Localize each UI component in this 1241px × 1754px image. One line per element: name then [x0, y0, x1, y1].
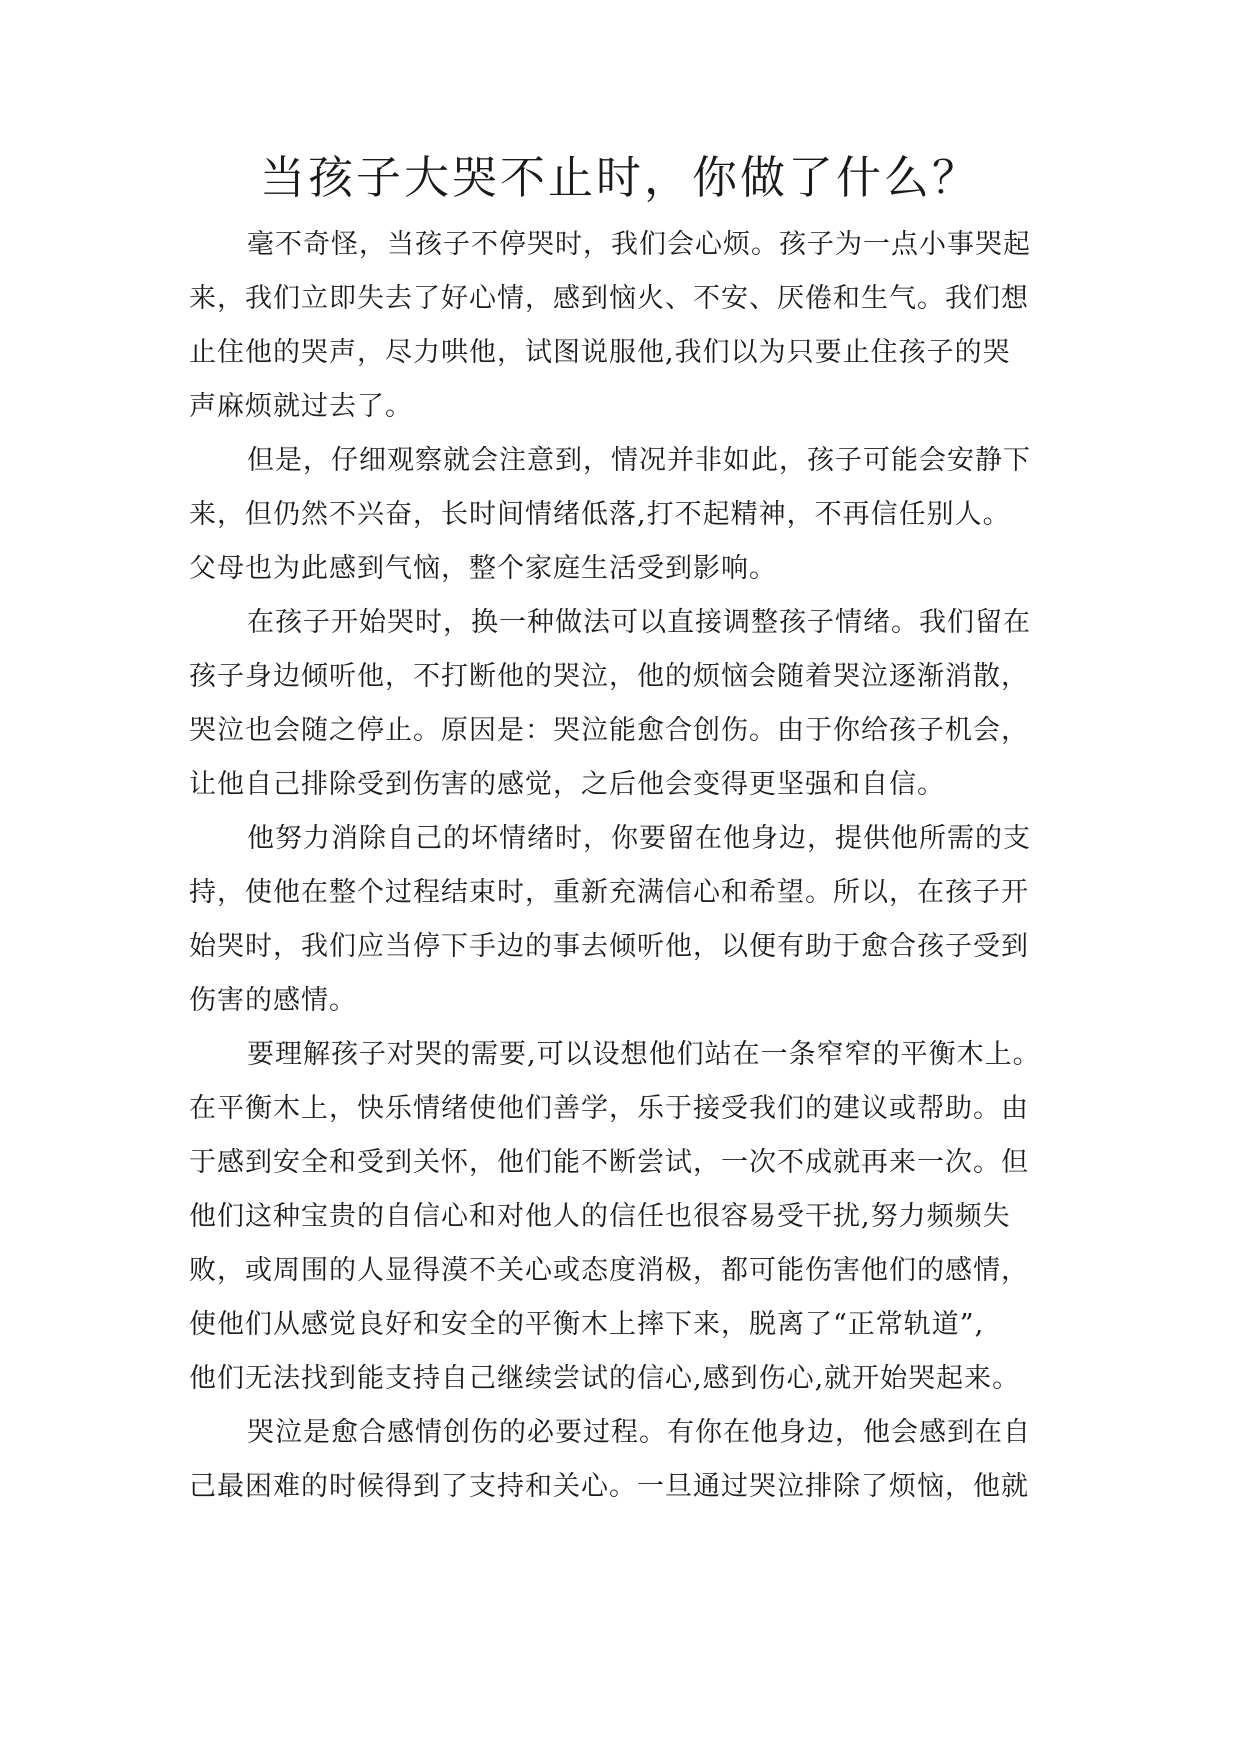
paragraph-2 — [189, 434, 1069, 596]
text-line: 持，使他在整个过程结束时，重新充满信心和希望。所以，在孩子开 — [189, 877, 1029, 908]
text-line: 但是，仔细观察就会注意到，情况并非如此，孩子可能会安静下 — [247, 445, 1031, 476]
text-line: 让他自己排除受到伤害的感觉，之后他会变得更坚强和自信。 — [189, 769, 945, 800]
text-line: 在孩子开始哭时，换一种做法可以直接调整孩子情绪。我们留在 — [247, 607, 1031, 638]
text-line: 在平衡木上，快乐情绪使他们善学，乐于接受我们的建议或帮助。由 — [189, 1093, 1029, 1124]
text-line: 止住他的哭声，尽力哄他，试图说服他,我们以为只要止住孩子的哭 — [189, 337, 1011, 368]
text-line: 他们这种宝贵的自信心和对他人的信任也很容易受干扰,努力频频失 — [189, 1201, 1011, 1232]
document-body — [189, 218, 1069, 1514]
text-line: 来，我们立即失去了好心情，感到恼火、不安、厌倦和生气。我们想 — [189, 283, 1029, 314]
text-line: 孩子身边倾听他，不打断他的哭泣，他的烦恼会随着哭泣逐渐消散， — [189, 661, 1029, 692]
text-line: 败，或周围的人显得漠不关心或态度消极，都可能伤害他们的感情， — [189, 1255, 1029, 1286]
text-line: 来，但仍然不兴奋，长时间情绪低落,打不起精神，不再信任别人。 — [189, 499, 1011, 530]
text-line: 始哭时，我们应当停下手边的事去倾听他，以便有助于愈合孩子受到 — [189, 931, 1029, 962]
paragraph-1 — [189, 218, 1069, 434]
paragraph-5 — [189, 1028, 1069, 1406]
text-line: 使他们从感觉良好和安全的平衡木上摔下来，脱离了“正常轨道”, — [189, 1309, 985, 1340]
paragraph-3 — [189, 596, 1069, 812]
text-line: 他们无法找到能支持自己继续尝试的信心,感到伤心,就开始哭起来。 — [189, 1363, 1021, 1394]
text-line: 哭泣也会随之停止。原因是：哭泣能愈合创伤。由于你给孩子机会， — [189, 715, 1029, 746]
text-line: 声麻烦就过去了。 — [189, 391, 413, 422]
text-line: 伤害的感情。 — [189, 985, 357, 1016]
paragraph-6 — [189, 1406, 1069, 1514]
text-line: 毫不奇怪，当孩子不停哭时，我们会心烦。孩子为一点小事哭起 — [247, 229, 1031, 260]
text-line: 哭泣是愈合感情创伤的必要过程。有你在他身边，他会感到在自 — [247, 1417, 1031, 1448]
text-line: 父母也为此感到气恼，整个家庭生活受到影响。 — [189, 553, 777, 584]
text-line: 要理解孩子对哭的需要,可以设想他们站在一条窄窄的平衡木上。 — [247, 1039, 1041, 1070]
text-line: 于感到安全和受到关怀，他们能不断尝试，一次不成就再来一次。但 — [189, 1147, 1029, 1178]
paragraph-4 — [189, 812, 1069, 1028]
text-line: 他努力消除自己的坏情绪时，你要留在他身边，提供他所需的支 — [247, 823, 1031, 854]
document-title: 当孩子大哭不止时，你做了什么？ — [259, 151, 980, 204]
text-line: 己最困难的时候得到了支持和关心。一旦通过哭泣排除了烦恼，他就 — [189, 1471, 1029, 1502]
